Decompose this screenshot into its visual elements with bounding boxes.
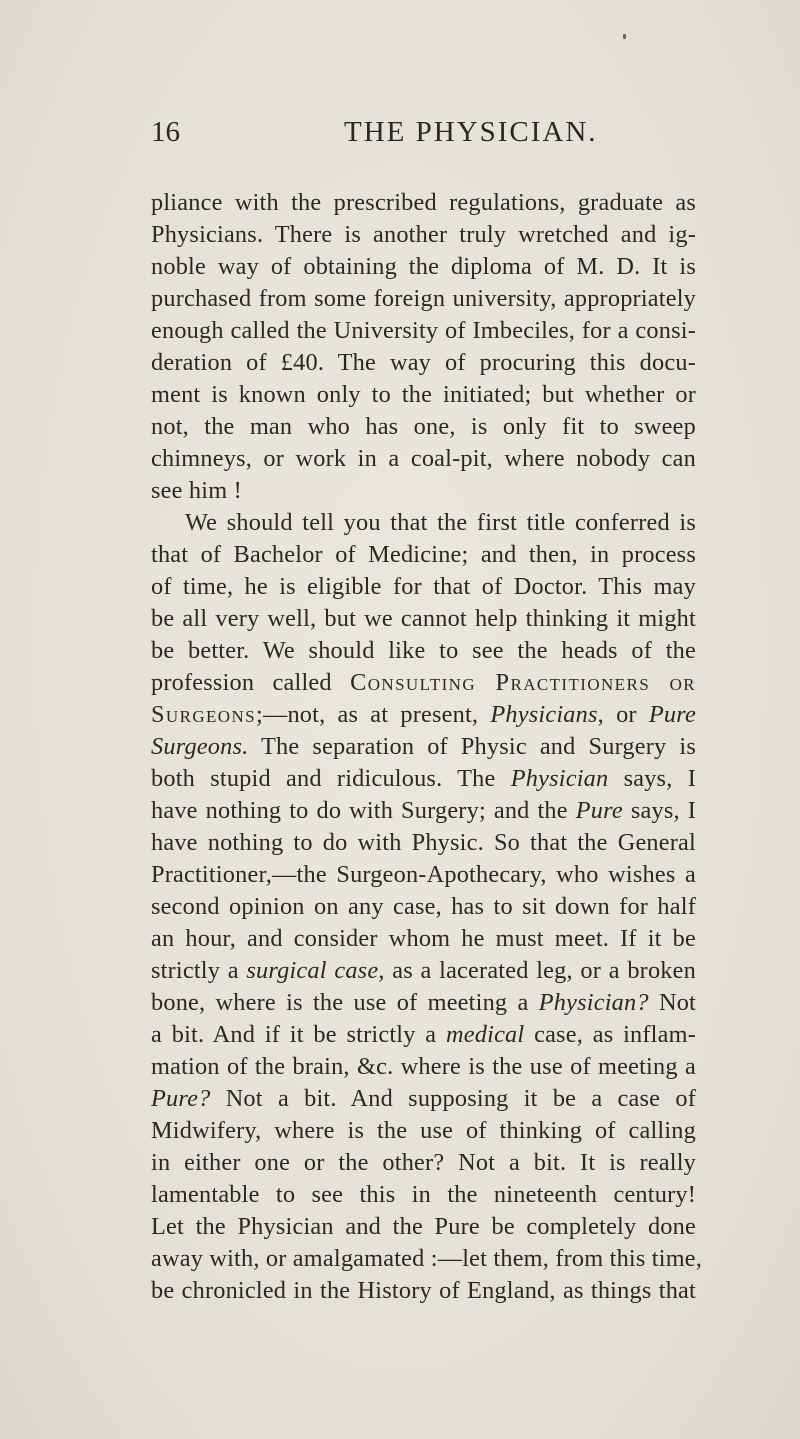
text-line-mixed [151,1083,696,1115]
text-line: Physicians. There is another truly wretched and ig- [151,221,696,248]
small-caps-run: Surgeons [151,701,256,728]
text-run: The separation of Physic and Surgery is [248,733,696,760]
text-line: not, the man who has one, is only fit to sweep [151,413,696,440]
text-line: second opinion on any case, has to sit down for half [151,893,696,920]
text-run: case, as inflam- [524,1021,696,1048]
text-run: ;—not, as at present, [256,701,479,728]
text-line-mixed [151,795,696,827]
running-title: THE PHYSICIAN. [344,116,598,148]
text-run: profession called [151,669,332,696]
text-run: , or [597,701,637,728]
text-run: bone, where is the use of meeting a [151,989,529,1016]
text-line: away with, or amalgamated :—let them, from this time, [151,1245,703,1272]
text-run: have nothing to do with Surgery; and the [151,797,568,824]
italic-run: Pure? [151,1085,211,1112]
italic-run: surgical case [246,957,379,984]
text-run: Not [648,989,697,1016]
text-line: see him ! [151,477,242,504]
text-run: strictly a [151,957,239,984]
text-run: says, I [608,765,696,792]
text-line: have nothing to do with Physic. So that the General [151,829,696,856]
text-line: noble way of obtaining the diploma of M. D. It is [151,253,696,280]
text-line: be better. We should like to see the heads of the [151,637,696,664]
text-line-mixed [151,699,696,731]
italic-run: Surgeons. [151,733,249,760]
italic-run: medical [446,1021,525,1048]
ink-speck [623,34,626,39]
italic-run: Pure [648,701,697,728]
running-head [151,112,696,152]
italic-run: Physician [510,765,609,792]
text-line: mation of the brain, &c. where is the use of meeting a [151,1053,696,1080]
text-line: purchased from some foreign university, appropriately [151,285,696,312]
text-line: lamentable to see this in the nineteenth century! [151,1181,696,1208]
text-run: a bit. And if it be strictly a [151,1021,437,1048]
text-line-mixed [151,955,696,987]
text-line: enough called the University of Imbeciles, for a consi- [151,317,696,344]
text-line: We should tell you that the first title conferred is [185,509,696,536]
text-line: an hour, and consider whom he must meet. If it be [151,925,696,952]
text-line: of time, he is eligible for that of Doctor. This may [151,573,696,600]
page-number: 16 [151,116,180,148]
text-line: be chronicled in the History of England, as things that [151,1277,696,1304]
italic-run: Physician? [538,989,649,1016]
text-line: deration of £40. The way of procuring this docu- [151,349,696,376]
text-line-mixed [151,667,696,699]
text-line: in either one or the other? Not a bit. It is really [151,1149,696,1176]
text-line: that of Bachelor of Medicine; and then, in process [151,541,696,568]
text-line: Let the Physician and the Pure be completely done [151,1213,696,1240]
text-line-mixed [151,1019,696,1051]
text-line: ment is known only to the initiated; but whether or [151,381,696,408]
text-line-mixed [151,763,696,795]
text-line: be all very well, but we cannot help thinking it might [151,605,696,632]
text-run: both stupid and ridiculous. The [151,765,496,792]
text-run: Not a bit. And supposing it be a case of [210,1085,696,1112]
text-line-mixed [151,987,696,1019]
small-caps-run: Consulting Practitioners or [350,669,696,696]
text-run: , as a lacerated leg, or a broken [378,957,696,984]
text-run: says, I [622,797,696,824]
text-line: Midwifery, where is the use of thinking of calling [151,1117,696,1144]
italic-run: Physicians [490,701,598,728]
text-line: Practitioner,—the Surgeon-Apothecary, who wishes a [151,861,696,888]
text-line: pliance with the prescribed regulations, graduate as [151,189,696,216]
italic-run: Pure [575,797,623,824]
text-line-mixed [151,731,696,763]
text-line: chimneys, or work in a coal-pit, where nobody can [151,445,696,472]
body-text [151,187,703,1307]
